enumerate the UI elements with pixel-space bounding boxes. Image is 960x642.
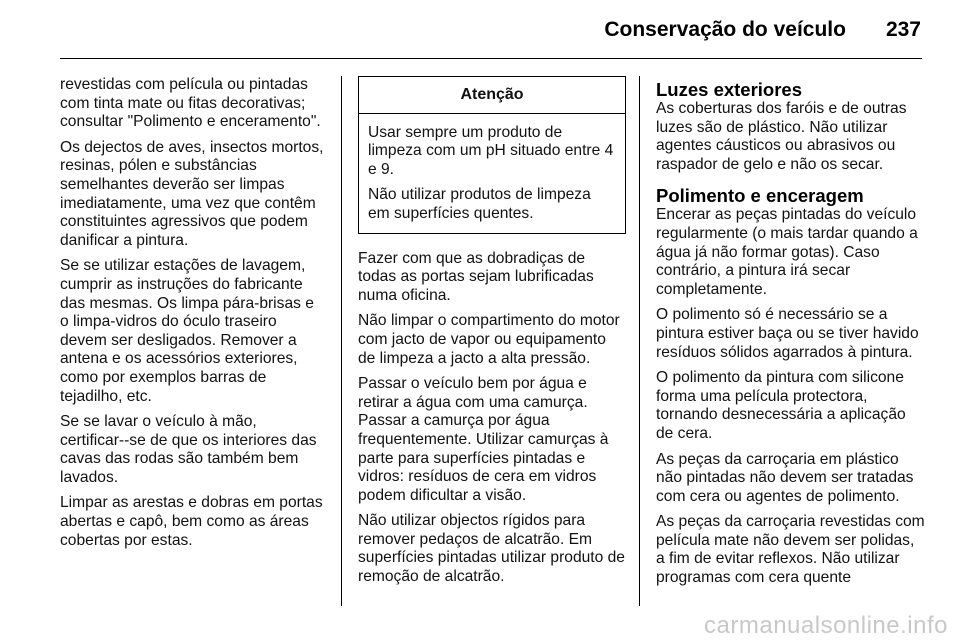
paragraph: Se se utilizar estações de lavagem, cumprir as instruções do fabricante das mesmas. Os limpa pára-brisas e o limpa-vidros do óculo traseiro devem ser desligados. Remover a antena e os acessórios exteriores, como por exemplos barras de tejadilho, etc. — [60, 257, 314, 405]
notice-paragraph: Usar sempre um produto de limpeza com um pH situado entre 4 e 9. — [368, 123, 614, 178]
paragraph: Encerar as peças pintadas do veículo regularmente (o mais tardar quando a água já não formar gotas). Caso contrário, a pintura irá secar completamente. — [656, 206, 918, 298]
page-number: 237 — [885, 18, 921, 41]
header-rule — [60, 58, 922, 59]
notice-title: Atenção — [359, 77, 625, 114]
column-2 — [358, 76, 626, 594]
paragraph: Não limpar o compartimento do motor com jacto de vapor ou equipamento de limpeza a jacto a alta pressão. — [358, 312, 620, 367]
column-divider-1 — [341, 76, 342, 606]
paragraph: Os dejectos de aves, insectos mortos, resinas, pólen e substâncias semelhantes deverão ser limpas imediatamente, uma vez que contêm constituintes agressivos que podem danificar a pintura. — [60, 138, 324, 249]
paragraph: As peças da carroçaria revestidas com película mate não devem ser polidas, a fim de evitar reflexos. Não utilizar programas com cera quente — [656, 513, 925, 587]
paragraph: As coberturas dos faróis e de outras luzes são de plástico. Não utilizar agentes cáusticos ou abrasivos ou raspador de gelo e não os secar. — [656, 100, 907, 173]
column-divider-2 — [639, 76, 640, 606]
section-heading-exterior-lights: Luzes exteriores — [656, 79, 803, 100]
paragraph: As peças da carroçaria em plástico não pintadas não devem ser tratadas com cera ou agentes de polimento. — [656, 450, 914, 505]
notice-box — [358, 76, 626, 234]
paragraph: O polimento da pintura com silicone forma uma película protectora, tornando desnecessária a aplicação de cera. — [656, 369, 906, 442]
section-heading-polishing: Polimento e enceragem — [656, 185, 864, 207]
column-1 — [60, 76, 325, 557]
watermark: carmanualsonline.info — [704, 612, 948, 639]
paragraph: Não utilizar objectos rígidos para remover pedaços de alcatrão. Em superfícies pintadas utilizar produto de remoção de alcatrão. — [358, 512, 625, 586]
notice-paragraph: Não utilizar produtos de limpeza em superfícies quentes. — [368, 186, 591, 222]
paragraph: Passar o veículo bem por água e retirar a água com uma camurça. Passar a camurça por água frequentemente. Utilizar camurças à parte para superfícies pintadas e vidros: resíduos de cera em vidros podem dificultar a visão. — [358, 375, 609, 504]
page-title: Conservação do veículo — [604, 18, 846, 41]
notice-body — [359, 114, 625, 233]
paragraph: Fazer com que as dobradiças de todas as portas sejam lubrificadas numa oficina. — [358, 249, 594, 304]
paragraph: Limpar as arestas e dobras em portas abertas e capô, bem como as áreas cobertas por estas. — [60, 494, 323, 549]
paragraph: revestidas com película ou pintadas com tinta mate ou fitas decorativas; consultar "Polimento e enceramento". — [60, 76, 321, 131]
page-header — [604, 18, 921, 42]
paragraph: O polimento só é necessário se a pintura estiver baça ou se tiver havido resíduos sólidos agarrados à pintura. — [656, 306, 919, 361]
column-3 — [656, 80, 926, 595]
paragraph: Se se lavar o veículo à mão, certificar--se de que os interiores das cavas das rodas são também bem lavados. — [60, 413, 317, 486]
